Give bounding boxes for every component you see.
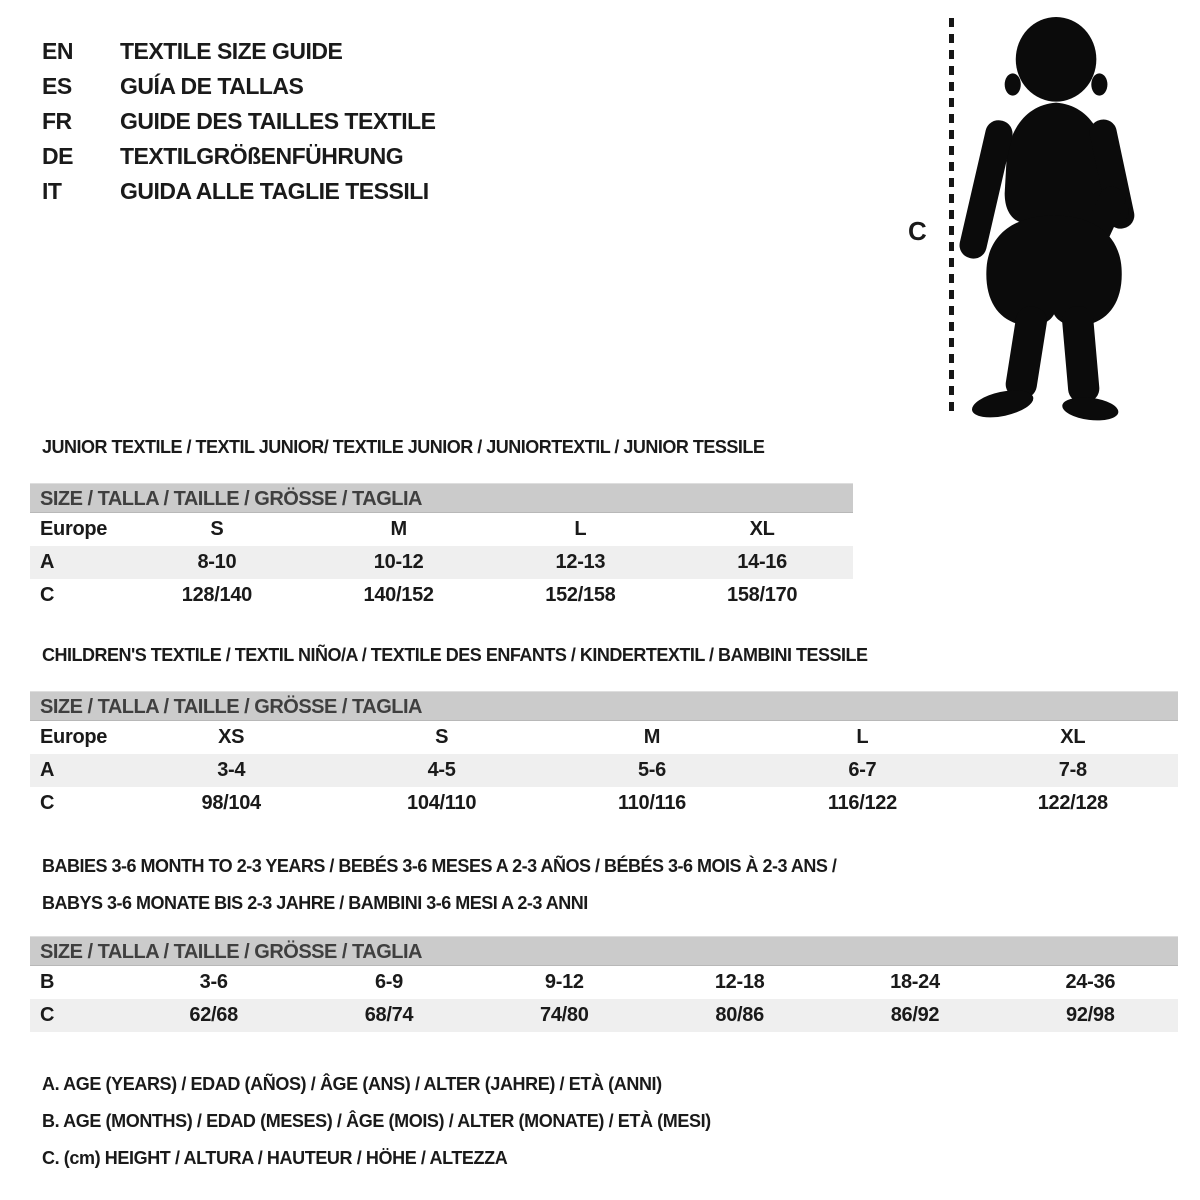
cell-value: L xyxy=(574,518,587,540)
size-header-bar: SIZE / TALLA / TAILLE / GRÖSSE / TAGLIA xyxy=(30,691,1178,721)
section-babies-textile xyxy=(30,848,1178,1032)
language-row xyxy=(42,69,436,104)
cell-value: 98/104 xyxy=(201,792,261,814)
cell-value: 128/140 xyxy=(181,584,252,606)
row-label: B xyxy=(40,971,55,993)
language-guide-title: GUÍA DE TALLAS xyxy=(120,73,304,99)
language-code: ES xyxy=(42,73,72,99)
cell-value: 74/80 xyxy=(540,1004,589,1026)
section-childrens-textile xyxy=(30,642,1178,820)
cell-value: 14-16 xyxy=(737,551,787,573)
cell-value: 6-9 xyxy=(374,971,403,993)
row-label: Europe xyxy=(40,518,108,540)
section-title: CHILDREN'S TEXTILE / TEXTIL NIÑO/A / TEXTILE DES ENFANTS / KINDERTEXTIL / BAMBINI TESSILE xyxy=(42,645,868,665)
size-table xyxy=(30,513,853,612)
note-line: A. AGE (YEARS) / EDAD (AÑOS) / ÂGE (ANS) / ALTER (JAHRE) / ETÀ (ANNI) xyxy=(42,1074,662,1094)
cell-value: L xyxy=(856,726,869,748)
section-title: BABIES 3-6 MONTH TO 2-3 YEARS / BEBÉS 3-6 MESES A 2-3 AÑOS / BÉBÉS 3-6 MOIS À 2-3 ANS / xyxy=(42,856,837,876)
cell-value: 86/92 xyxy=(890,1004,940,1026)
cell-value: 12-18 xyxy=(714,971,765,993)
size-table xyxy=(30,966,1178,1032)
cell-value: 116/122 xyxy=(827,792,897,814)
height-marker-label: C xyxy=(908,216,927,246)
cell-value: M xyxy=(390,518,407,540)
cell-value: 7-8 xyxy=(1058,759,1087,781)
cell-value: 80/86 xyxy=(715,1004,764,1026)
table-row xyxy=(30,579,853,612)
language-title-list xyxy=(42,34,436,209)
row-label: C xyxy=(40,584,55,606)
language-row xyxy=(42,34,436,69)
language-code: EN xyxy=(42,38,73,64)
height-measure-dashed-line xyxy=(949,18,954,416)
cell-value: 3-6 xyxy=(199,971,228,993)
language-code: DE xyxy=(42,143,73,169)
cell-value: XS xyxy=(218,726,245,748)
cell-value: 10-12 xyxy=(373,551,424,573)
row-label: C xyxy=(40,1004,55,1026)
toddler-silhouette-icon xyxy=(958,14,1140,422)
language-code: FR xyxy=(42,108,72,134)
language-code: IT xyxy=(42,178,62,204)
table-row xyxy=(30,787,1178,820)
note-line: C. (cm) HEIGHT / ALTURA / HAUTEUR / HÖHE / ALTEZZA xyxy=(42,1148,508,1168)
cell-value: 18-24 xyxy=(890,971,940,993)
table-row xyxy=(30,513,853,546)
cell-value: 5-6 xyxy=(637,759,666,781)
cell-value: 122/128 xyxy=(1037,792,1108,814)
language-row xyxy=(42,174,436,209)
cell-value: 6-7 xyxy=(848,759,877,781)
cell-value: M xyxy=(643,726,661,748)
section-title: BABYS 3-6 MONATE BIS 2-3 JAHRE / BAMBINI 3-6 MESI A 2-3 ANNI xyxy=(42,893,588,913)
row-label: Europe xyxy=(40,726,108,748)
cell-value: 140/152 xyxy=(363,584,434,606)
cell-value: 8-10 xyxy=(197,551,237,573)
cell-value: 9-12 xyxy=(544,971,584,993)
language-guide-title: GUIDE DES TAILLES TEXTILE xyxy=(120,108,436,134)
table-row xyxy=(30,721,1178,754)
row-label: C xyxy=(40,792,55,814)
table-row xyxy=(30,546,853,579)
cell-value: 3-4 xyxy=(217,759,246,781)
language-guide-title: TEXTILE SIZE GUIDE xyxy=(120,38,343,64)
language-guide-title: TEXTILGRÖßENFÜHRUNG xyxy=(120,143,404,169)
table-row xyxy=(30,754,1178,787)
size-table xyxy=(30,721,1178,820)
legend-notes xyxy=(42,1066,711,1177)
cell-value: 68/74 xyxy=(364,1004,414,1026)
section-title: JUNIOR TEXTILE / TEXTIL JUNIOR/ TEXTILE JUNIOR / JUNIORTEXTIL / JUNIOR TESSILE xyxy=(42,437,765,457)
language-guide-title: GUIDA ALLE TAGLIE TESSILI xyxy=(120,178,429,204)
row-label: A xyxy=(40,759,55,781)
cell-value: 62/68 xyxy=(189,1004,238,1026)
cell-value: 110/116 xyxy=(617,792,686,814)
cell-value: S xyxy=(435,726,449,748)
section-junior-textile xyxy=(30,434,853,612)
size-header-bar: SIZE / TALLA / TAILLE / GRÖSSE / TAGLIA xyxy=(30,936,1178,966)
table-row xyxy=(30,999,1178,1032)
cell-value: S xyxy=(210,518,224,540)
cell-value: 104/110 xyxy=(407,792,477,814)
cell-value: 92/98 xyxy=(1066,1004,1115,1026)
language-row xyxy=(42,104,436,139)
cell-value: 24-36 xyxy=(1065,971,1116,993)
table-row xyxy=(30,966,1178,999)
cell-value: 12-13 xyxy=(555,551,606,573)
row-label: A xyxy=(40,551,55,573)
language-row xyxy=(42,139,436,174)
cell-value: XL xyxy=(749,518,775,540)
cell-value: 152/158 xyxy=(545,584,616,606)
cell-value: XL xyxy=(1060,726,1086,748)
size-header-bar: SIZE / TALLA / TAILLE / GRÖSSE / TAGLIA xyxy=(30,483,853,513)
cell-value: 158/170 xyxy=(727,584,798,606)
cell-value: 4-5 xyxy=(427,759,456,781)
note-line: B. AGE (MONTHS) / EDAD (MESES) / ÂGE (MOIS) / ALTER (MONATE) / ETÀ (MESI) xyxy=(42,1111,711,1131)
